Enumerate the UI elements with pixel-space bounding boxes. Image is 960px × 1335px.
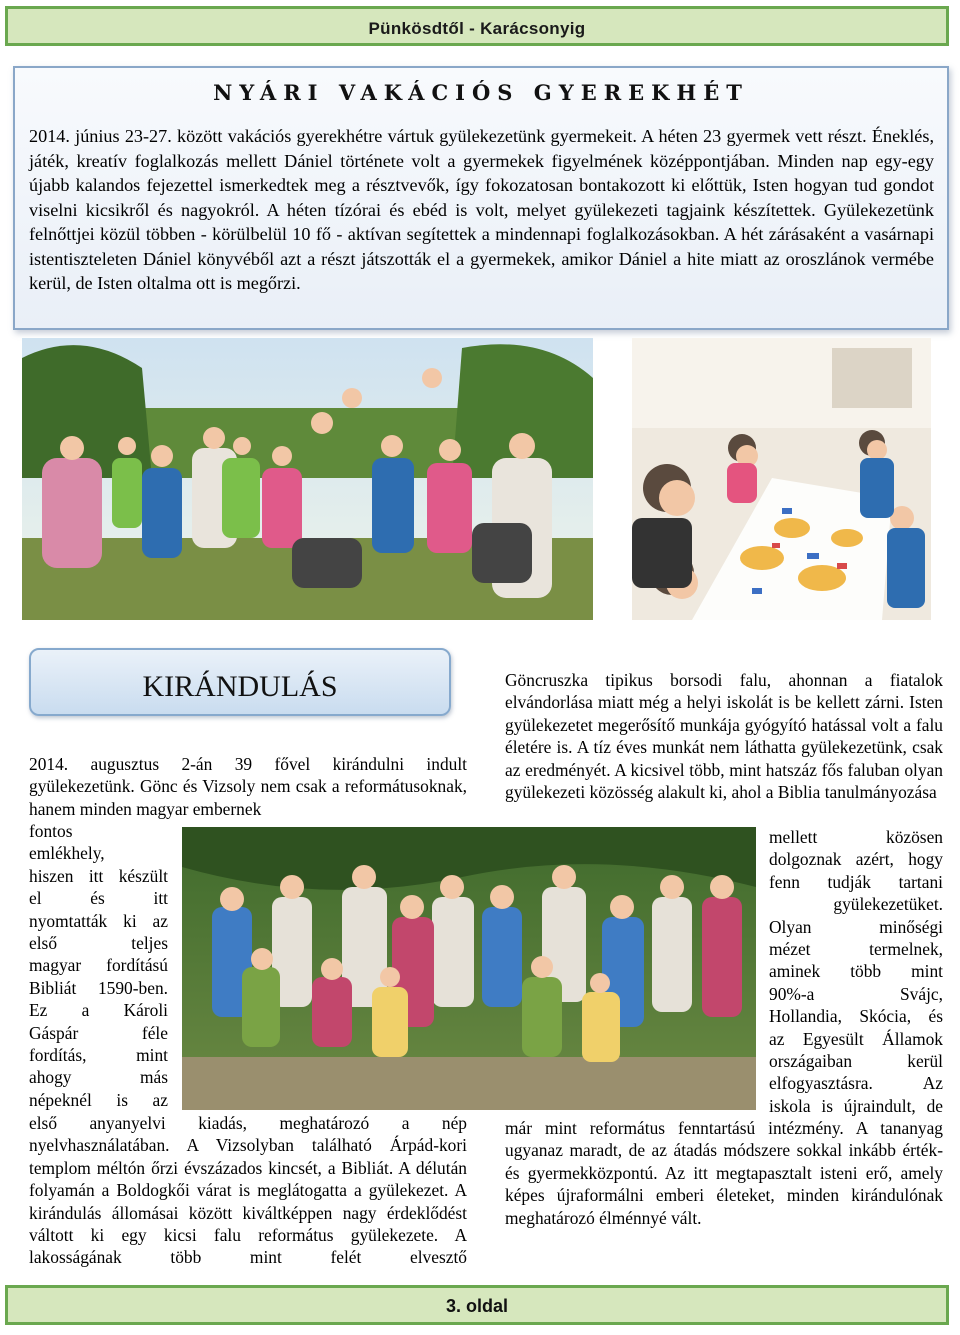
right-narrow-line: aminek több mint xyxy=(769,961,943,982)
left-narrow-line: népeknél is az xyxy=(29,1089,168,1110)
right-narrow-line: iskola is újraindult, de xyxy=(769,1095,943,1116)
kirandulas-right-top: Göncruszka tipikus borsodi falu, ahonnan a fiatalok elvándorlása miatt még a helyi iskolát is be kellett zárni. Isten gyülekezetet megerősítő munkája gyógyító hatással volt a falu életére is. A tíz éves munkát nem láthatta gyülekezetünk, csak az eredményét. A kicsivel több, mint hatszáz fős faluban olyan gyülekezeti közösség alakult ki, ahol a Biblia tanulmányozása xyxy=(505,670,943,803)
right-narrow-line: gyülekezetüket. xyxy=(833,894,943,915)
kirandulas-left-intro: 2014. augusztus 2-án 39 fővel kirándulni indult gyülekezetünk. Gönc és Vizsoly nem csak a reformátusoknak, hanem minden magyar embernek xyxy=(29,754,467,819)
trip-group-photo xyxy=(182,827,756,1110)
left-narrow-line: Gáspár féle xyxy=(29,1022,168,1043)
kirandulas-right-narrow xyxy=(769,826,943,1117)
left-narrow-line: első teljes xyxy=(29,933,168,954)
right-narrow-line: mellett közösen xyxy=(769,827,943,847)
group-outdoor-photo xyxy=(22,338,593,620)
left-narrow-line: nyomtatták ki az xyxy=(29,910,168,931)
right-narrow-line: elfogyasztásra. Az xyxy=(769,1073,943,1094)
left-narrow-line: fordítás, mint xyxy=(29,1045,168,1066)
vakacio-body-text: 2014. június 23-27. között vakációs gyerekhétre vártuk gyülekezetünk gyermekeit. A héten 23 gyermek vett részt. Éneklés, játék, kreatív foglalkozás mellett Dániel története volt a gyermekek figyelmének középpontjában. Minden nap egy-egy újabb kalandos fejezettel ismerkedtek meg a résztvevők, így fokozatosan bontakozott ki előttük, Isten hogyan tud gondot viselni kicsikről és nagyokról. A héten tízórai és ebéd is volt, melyet gyülekezeti tagjaink készítettek. Gyülekezetünk felnőttjei közül többen - körülbelül 10 fő - aktívan segítettek a mindennapi foglalkozásokban. A hét zárásaként a vasárnapi istentiszteleten Dániel könyvéből azt a részt játszották el a gyermekek, amikor Dániel a hite miatt az oroszlánok vermébe kerül, de Isten oltalma ott is megőrzi. xyxy=(29,126,934,293)
right-narrow-line: Hollandia, Skócia, és xyxy=(769,1006,943,1027)
page-header xyxy=(5,6,949,46)
page-footer xyxy=(5,1285,949,1325)
right-narrow-line: országaiban kerül xyxy=(769,1051,943,1072)
kirandulas-left-narrow xyxy=(29,820,168,1111)
vakacio-title: NYÁRI VAKÁCIÓS GYEREKHÉT xyxy=(213,80,749,105)
header-title: Pünkösdtől - Karácsonyig xyxy=(368,19,586,38)
right-narrow-line: fenn tudják tartani xyxy=(769,871,943,892)
page-number: 3. oldal xyxy=(445,1296,508,1316)
kirandulas-left-bottom: első anyanyelvi kiadás, meghatározó a nép nyelvhasználatában. A Vizsolyban található Árpád-kori templom méltón őrzi évszázados kincsét, a Bibliát. A délután folyamán a Boldogkői várat is meglátogatta a gyülekezet. A kirándulás állomásai között kiváltképpen nagy érdeklődést váltott ki egy kicsi falu református gyülekezete. A lakosságának több mint felét elvesztő xyxy=(29,1113,467,1268)
right-narrow-line: mézet termelnek, xyxy=(769,939,943,960)
left-narrow-line: magyar fordítású xyxy=(29,955,168,976)
kirandulas-title: KIRÁNDULÁS xyxy=(142,670,338,703)
kirandulas-title-box xyxy=(29,648,451,716)
left-narrow-line: Ez a Károli xyxy=(29,1000,168,1021)
vakacio-article-box xyxy=(13,66,949,330)
right-narrow-line: Olyan minőségi xyxy=(769,916,943,937)
left-narrow-line: ahogy más xyxy=(29,1067,168,1088)
left-narrow-line: fontos xyxy=(29,821,73,841)
left-narrow-line: emlékhely, xyxy=(29,843,105,864)
right-narrow-line: dolgoznak azért, hogy xyxy=(769,849,943,870)
left-narrow-line: hiszen itt készült xyxy=(29,865,168,886)
right-narrow-line: az Egyesült Államok xyxy=(769,1028,943,1049)
craft-table-photo xyxy=(632,338,931,620)
kirandulas-right-bottom: már mint református fenntartású intézmény. A tananyag ugyanaz maradt, de az átadás módszere sokkal inkább érték- és gyermekközpontú. Az itt megtapasztalt isteni erő, amely képes újraformálni emberi életeket, minden kirándulónak meghatározó élménnyé vált. xyxy=(505,1118,943,1228)
left-narrow-line: Bibliát 1590-ben. xyxy=(29,977,168,998)
left-narrow-line: el és itt xyxy=(29,888,168,909)
right-narrow-line: 90%-a Svájc, xyxy=(769,983,943,1004)
